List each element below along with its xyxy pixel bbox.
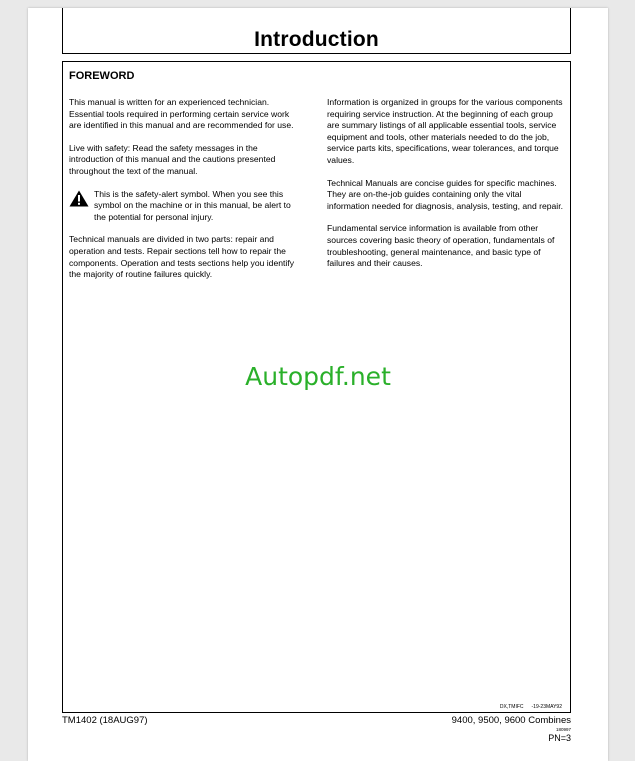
document-code-id: DX,TMIFC xyxy=(499,704,524,710)
right-paragraph-1: Information is organized in groups for the various components requiring service instruction. At the beginning of each group are summary listings of all applicable essential tools, service equipment and tools, other materials needed to do the job, service parts kits, specifications, wear tolerances, and torque values. xyxy=(327,97,563,165)
footer-manual-id: TM1402 (18AUG97) xyxy=(62,715,148,726)
title-box xyxy=(62,8,571,54)
page-title: Introduction xyxy=(254,28,379,51)
section-heading: FOREWORD xyxy=(69,70,135,82)
left-paragraph-3: Technical manuals are divided in two parts: repair and operation and tests. Repair sections tell how to repair the components. Operation and tests sections help you identify the majority of routine failures quickly. xyxy=(69,234,295,280)
left-column xyxy=(69,97,301,292)
footer-page-number: PN=3 xyxy=(548,733,571,743)
right-paragraph-3: Fundamental service information is available from other sources covering basic theory of operation, fundamentals of troubleshooting, general maintenance, and basic type of failures and their causes. xyxy=(327,223,555,269)
document-page xyxy=(28,8,608,761)
safety-alert-text: This is the safety-alert symbol. When you see this symbol on the machine or in this manual, be alert to the potential for personal injury. xyxy=(94,188,291,222)
left-paragraph-1: This manual is written for an experienced technician. Essential tools required in performing certain service work are identified in this manual and are recommended for use. xyxy=(69,97,294,131)
warning-triangle-icon xyxy=(69,190,89,207)
document-code-date: -19-23MAY92 xyxy=(531,704,562,710)
footer-small-code: 180997 xyxy=(555,727,571,732)
safety-alert-block xyxy=(69,189,301,224)
right-paragraph-2: Technical Manuals are concise guides for specific machines. They are on-the-job guides containing only the vital information needed for diagnosis, analysis, testing, and repair. xyxy=(327,177,563,211)
footer-product: 9400, 9500, 9600 Combines xyxy=(451,715,571,726)
watermark: Autopdf.net xyxy=(245,362,391,391)
left-paragraph-2: Live with safety: Read the safety messages in the introduction of this manual and the cautions presented throughout the text of the manual. xyxy=(69,142,276,176)
document-code xyxy=(492,704,562,710)
right-column xyxy=(327,97,563,281)
